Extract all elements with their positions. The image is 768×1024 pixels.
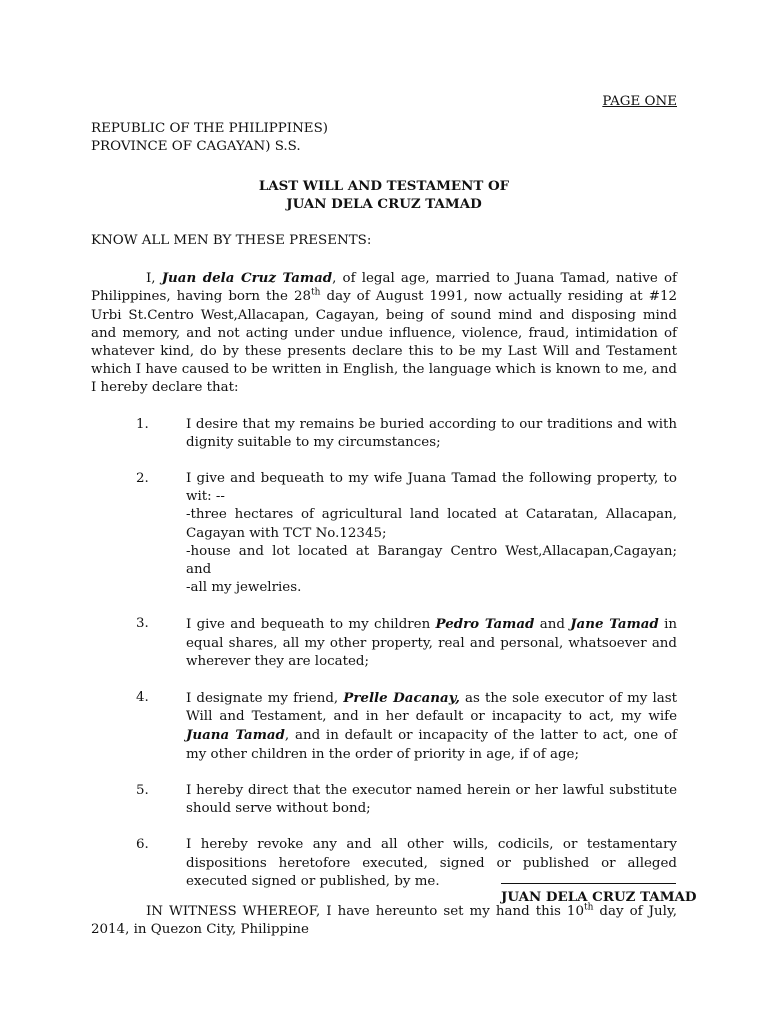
provision-text-pre: I give and bequeath to my children <box>186 617 436 633</box>
provision-number: 6. <box>136 837 149 853</box>
intro-sup: th <box>311 287 321 298</box>
intro-pre: I, <box>146 271 162 287</box>
provision-text: I hereby revoke any and all other wills, codicils, or testamentary dispositions heretofore executed, signed or published or alleged executed signed or published, by me. <box>186 837 677 889</box>
provision-text-and: and <box>534 617 571 633</box>
bequest-intro: I give and bequeath to my wife Juana Tamad the following property, to wit: -- <box>186 471 677 505</box>
provision-number: 5. <box>136 782 149 798</box>
intro-rest: day of August 1991, now actually residing at #12 Urbi St.Centro West,Allacapan, Cagayan, being of sound mind and disposing mind and memory, and not acting under undue influence, violence, fraud, intimidation of whatever kind, do by these presents declare this to be my Last Will and Testament which I have caused to be written in English, the language which is known to me, and I hereby declare that: <box>91 289 677 396</box>
venue-line-province: PROVINCE OF CAGAYAN) S.S. <box>91 139 301 155</box>
provision-number: 2. <box>136 471 149 487</box>
provision-text: I hereby direct that the executor named herein or her lawful substitute should serve without bond; <box>186 782 677 817</box>
provision-text <box>186 689 677 764</box>
bequest-jewelries: -all my jewelries. <box>186 580 302 596</box>
signature-block <box>501 883 697 906</box>
provision-text-post: , and in default or incapacity of the latter to act, one of my other children in the order of priority in age, if of age; <box>186 728 677 762</box>
signature-line <box>501 883 676 884</box>
child-name-jane: Jane Tamad <box>570 616 659 633</box>
executor-name: Prelle Dacanay, <box>343 690 460 707</box>
venue-line-republic: REPUBLIC OF THE PHILIPPINES) <box>91 121 328 137</box>
title-line-2: JUAN DELA CRUZ TAMAD <box>286 195 482 212</box>
wife-name: Juana Tamad <box>186 727 285 744</box>
witness-paragraph <box>91 903 677 939</box>
witness-pre: IN WITNESS WHEREOF, I have hereunto set my hand this 10 <box>146 903 584 919</box>
provision-item <box>91 782 677 818</box>
provision-number: 4. <box>136 690 149 706</box>
know-all-men: KNOW ALL MEN BY THESE PRESENTS: <box>91 233 372 249</box>
provision-text <box>186 615 677 671</box>
provision-item <box>91 416 677 452</box>
witness-sup: th <box>583 902 594 913</box>
venue-block <box>91 120 677 156</box>
bequest-land: -three hectares of agricultural land located at Cataratan, Allacapan, Cagayan with TCT No.12345; <box>186 507 677 541</box>
provision-text <box>186 470 677 597</box>
testator-name: Juan dela Cruz Tamad <box>161 270 333 287</box>
provision-text-post: in equal shares, all my other property, real and personal, whatsoever and wherever they are located; <box>186 617 678 669</box>
provision-text-mid: as the sole executor of my last Will and Testament, and in her default or incapacity to act, my wife <box>186 691 678 725</box>
title-line-1: LAST WILL AND TESTAMENT OF <box>258 177 510 194</box>
document-title <box>91 177 677 213</box>
intro-mid: , of legal age, married to Juana Tamad, native of Philippines, having born the 28 <box>91 271 677 305</box>
provision-text-pre: I designate my friend, <box>186 691 344 707</box>
intro-paragraph <box>91 269 677 397</box>
provisions-list <box>91 416 677 891</box>
provision-item <box>91 615 677 671</box>
child-name-pedro: Pedro Tamad <box>435 616 535 633</box>
witness-post: day of July, 2014, in Quezon City, Philippine <box>91 903 677 938</box>
provision-item <box>91 689 677 764</box>
provision-number: 1. <box>136 416 149 432</box>
page-label: PAGE ONE <box>602 94 677 109</box>
provision-text: I desire that my remains be buried according to our traditions and with dignity suitable to my circumstances; <box>186 416 677 450</box>
provision-number: 3. <box>136 616 149 632</box>
signature-name: JUAN DELA CRUZ TAMAD <box>501 889 697 905</box>
provision-item <box>91 470 677 597</box>
bequest-house: -house and lot located at Barangay Centro West,Allacapan,Cagayan; and <box>186 543 677 578</box>
